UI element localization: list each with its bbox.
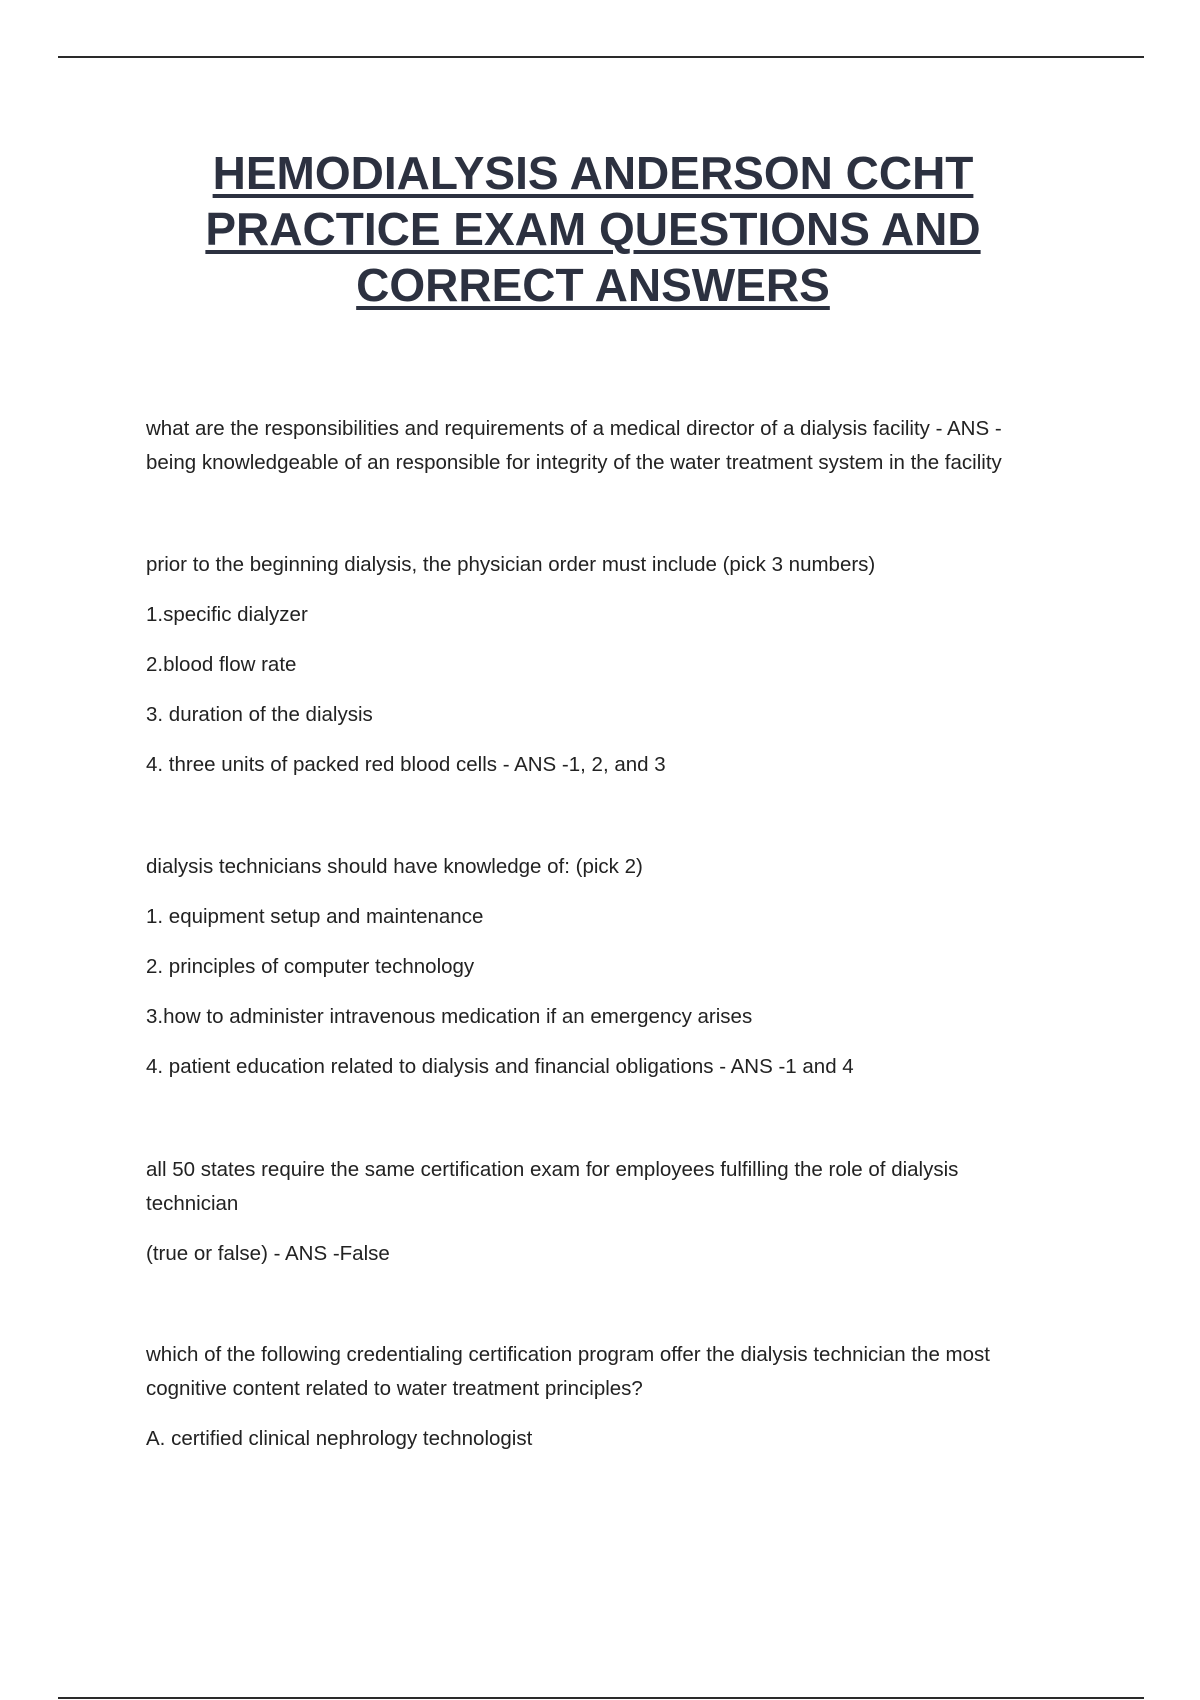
title-line-3: CORRECT ANSWERS — [356, 259, 830, 311]
question-4 — [146, 1153, 1096, 1271]
question-4-line-1: all 50 states require the same certification exam for employees fulfilling the role of dialysis — [146, 1158, 959, 1181]
question-2-option-1: 1.specific dialyzer — [146, 603, 308, 626]
question-3-prompt: dialysis technicians should have knowledge of: (pick 2) — [146, 855, 643, 878]
question-1-line-2: being knowledgeable of an responsible for integrity of the water treatment system in the facility — [146, 451, 1002, 474]
question-2 — [146, 548, 1096, 782]
question-4-line-2: technician — [146, 1192, 239, 1215]
question-2-prompt: prior to the beginning dialysis, the physician order must include (pick 3 numbers) — [146, 553, 876, 576]
bottom-rule — [58, 1697, 1144, 1699]
title-line-2: PRACTICE EXAM QUESTIONS AND — [205, 203, 981, 255]
question-3-option-1: 1. equipment setup and maintenance — [146, 905, 484, 928]
top-rule — [58, 56, 1144, 58]
question-1-line-1: what are the responsibilities and requirements of a medical director of a dialysis facility - ANS - — [146, 417, 1002, 440]
question-3-option-4: 4. patient education related to dialysis and financial obligations - ANS -1 and 4 — [146, 1055, 854, 1078]
question-2-option-3: 3. duration of the dialysis — [146, 703, 373, 726]
question-1 — [146, 412, 1096, 480]
question-3-option-3: 3.how to administer intravenous medication if an emergency arises — [146, 1005, 753, 1028]
question-3-option-2: 2. principles of computer technology — [146, 955, 475, 978]
question-5-option-a: A. certified clinical nephrology technologist — [146, 1427, 533, 1450]
title-line-1: HEMODIALYSIS ANDERSON CCHT — [212, 147, 974, 199]
question-2-option-4: 4. three units of packed red blood cells - ANS -1, 2, and 3 — [146, 753, 666, 776]
question-2-option-2: 2.blood flow rate — [146, 653, 297, 676]
question-5 — [146, 1338, 1096, 1456]
question-5-line-1: which of the following credentialing certification program offer the dialysis technician the most — [146, 1343, 990, 1366]
document-title — [120, 145, 1066, 313]
question-4-answer: (true or false) - ANS -False — [146, 1242, 390, 1265]
question-5-line-2: cognitive content related to water treatment principles? — [146, 1377, 643, 1400]
question-3 — [146, 850, 1096, 1084]
